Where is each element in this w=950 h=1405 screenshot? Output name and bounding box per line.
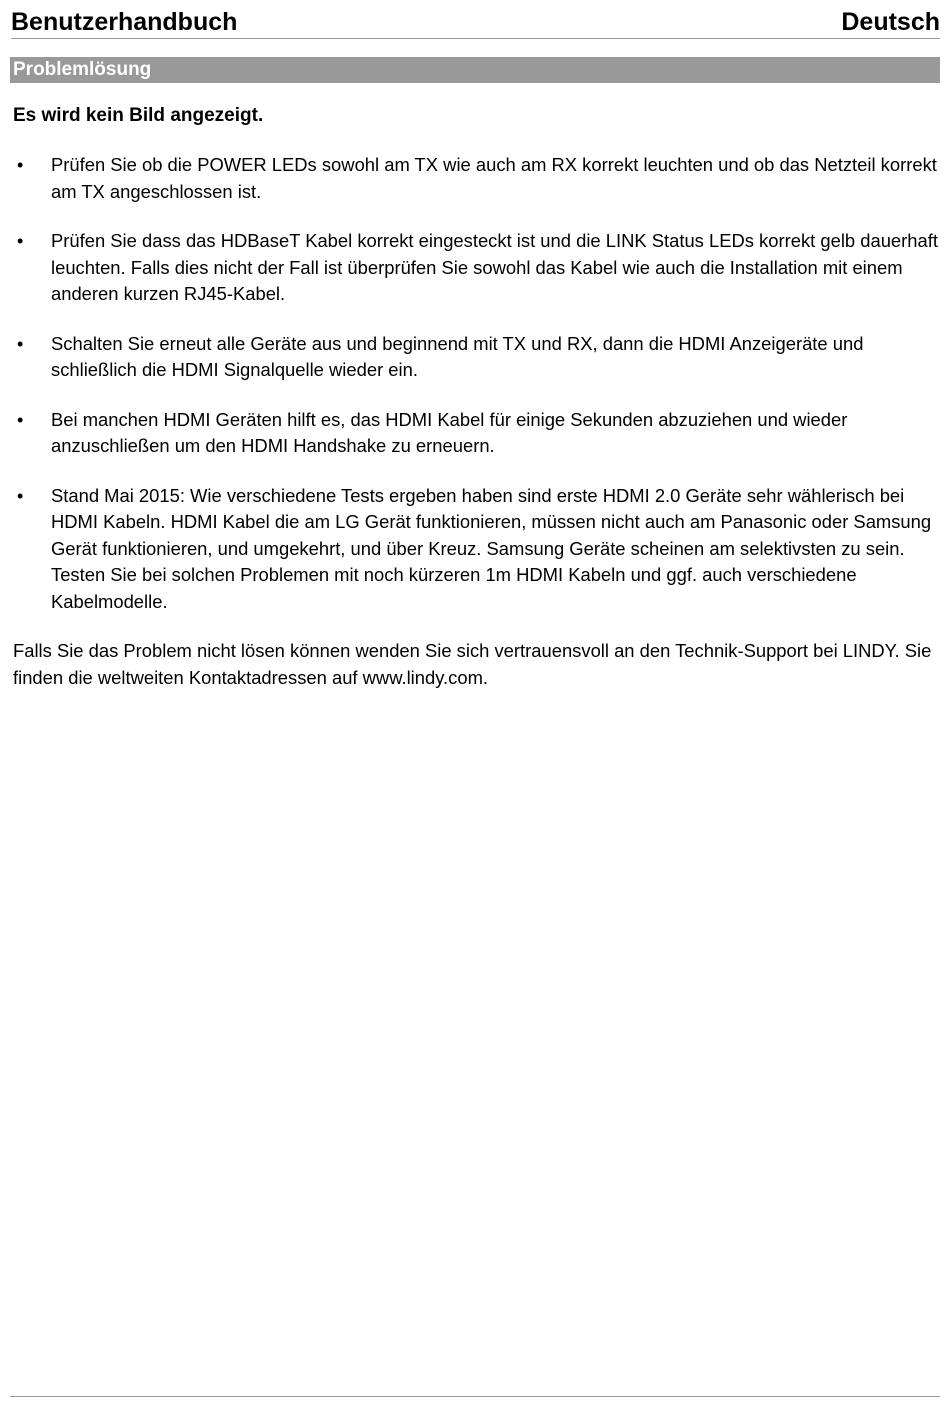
- bullet-icon: •: [17, 333, 24, 354]
- list-item-text: Prüfen Sie ob die POWER LEDs sowohl am TX wie auch am RX korrekt leuchten und ob das Netzteil korrekt am TX angeschlossen ist.: [51, 154, 937, 202]
- list-item-text: Prüfen Sie dass das HDBaseT Kabel korrekt eingesteckt ist und die LINK Status LEDs korrekt gelb dauerhaft leuchten. Falls dies nicht der Fall ist überprüfen Sie sowohl das Kabel wie auch die Installation mit einem anderen kurzen RJ45-Kabel.: [51, 230, 938, 304]
- language-label: Deutsch: [841, 8, 940, 36]
- footer-divider: [10, 1396, 940, 1397]
- list-item-text: Schalten Sie erneut alle Geräte aus und beginnend mit TX und RX, dann die HDMI Anzeigeräte und schließlich die HDMI Signalquelle wieder ein.: [51, 332, 864, 380]
- bullet-icon: •: [17, 155, 24, 175]
- closing-paragraph: Falls Sie das Problem nicht lösen können wenden Sie sich vertrauensvoll an den Technik-Support bei LINDY. Sie finden die weltweiten Kontaktadressen auf www.lindy.com.: [13, 640, 932, 688]
- manual-title: Benutzerhandbuch: [11, 8, 238, 36]
- section-bar: [10, 57, 940, 83]
- list-item: [13, 407, 938, 460]
- list-item: [13, 152, 938, 205]
- list-item-text: Stand Mai 2015: Wie verschiedene Tests ergeben haben sind erste HDMI 2.0 Geräte sehr wählerisch bei HDMI Kabeln. HDMI Kabel die am LG Gerät funktionieren, müssen nicht auch am Panasonic oder Samsung Gerät funktionieren, und umgekehrt, und über Kreuz. Samsung Geräte scheinen am selektivsten zu sein. Testen Sie bei solchen Problemen mit noch kürzeren 1m HDMI Kabeln und ggf. auch verschiedene Kabelmodelle.: [51, 484, 932, 612]
- list-item-text: Bei manchen HDMI Geräten hilft es, das HDMI Kabel für einige Sekunden abzuziehen und wieder anzuschließen um den HDMI Handshake zu erneuern.: [51, 408, 848, 456]
- subheading: Es wird kein Bild angezeigt.: [13, 105, 264, 126]
- list-item: [13, 483, 938, 616]
- bullet-icon: •: [17, 485, 24, 506]
- page-header: [11, 6, 940, 39]
- list-item: [13, 228, 938, 308]
- page-content: [13, 103, 938, 691]
- troubleshooting-list: [13, 152, 938, 615]
- list-item: [13, 331, 938, 384]
- bullet-icon: •: [17, 231, 24, 251]
- bullet-icon: •: [17, 409, 24, 430]
- section-title: Problemlösung: [13, 59, 152, 80]
